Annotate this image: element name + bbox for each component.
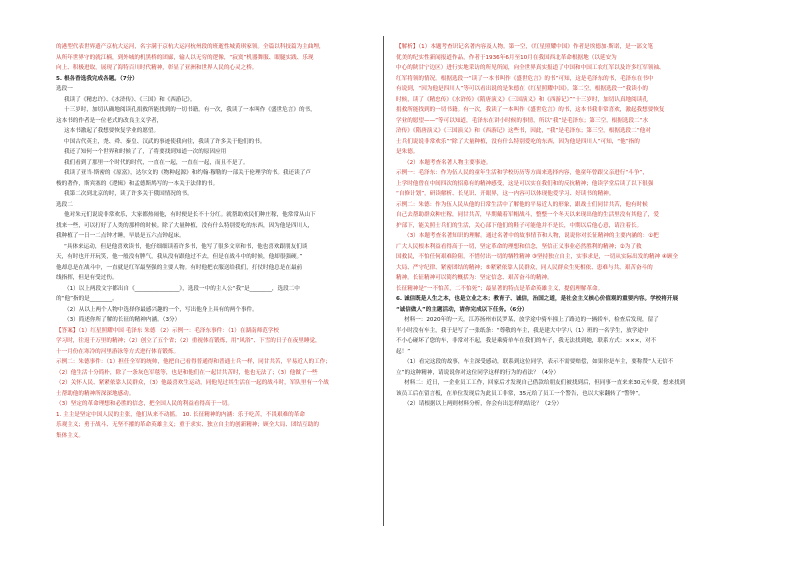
text-line: 找来一些，可以打好了人类的那样的时候。除了大量种植，没有什么特别爱吃的东西，因为他是四川人， [56,222,314,229]
text-line: 【答案】（1）红星照耀中国 毛泽东 朱德 （2）示例一：毛泽东事件：（1）在湖南师范学校 [56,327,279,334]
text-line: 立”的这种精神，请说说你对这位同学这样的行为的看法？（4分） [396,369,560,376]
text-line: 5. 根各香选我完成各题。（7分） [56,75,138,82]
text-line: 这本书的作者是一位老式的改良主义学者， [56,117,163,124]
text-line: 长征精神是“一不怕苦，二不怕死”；最显著的特点是革命英雄主义，提倡理解革命。 [396,285,604,292]
text-line: 示例二：朱德：作为伍人民从他的日常生活中了解他的平易近人的形象，跟战士们同甘共苦，他有时候 [396,201,648,208]
text-line: 学业的愿望——”等可以知道，毛泽东在讲小时候的事情，所以“我”是毛泽东；第三空，根据选段二“水 [396,117,649,124]
text-line: （3）简述你所了解的长征的精神内涵。（3分） [64,317,181,323]
text-line: 的港型代表世界遗产京杭大运河，名字满于京杭大运河杭州段的班逝性城黄琪家领。全篇以科技篇为主曲埋， [56,44,325,50]
text-line: 选段二 [56,201,73,208]
text-line: 乐观主义；勇于战斗、无坚不摧的革命英雄主义；重于求实、独立自主的创新精神；顾全大局、团结互助的 [56,422,319,428]
text-line: 天，有时也开开玩笑，他一般没有脾气，我从没有跟他过不去，但是在战斗中的时候，他却很强硬。” [56,254,303,260]
text-line: 1. 主主是坚定中国人民的主张，他们从来不动摇。 10. 长征精神的内涵：乐于吃苦，不畏艰难的革命 [56,411,305,418]
text-line: （2）请根据以上两则材料分析，你会有出怎样的结论？（2分） [404,401,563,407]
text-line: 大局、严守纪律、紧密团结的精神；⑤紧紧依靠人民群众，同人民群众生死相依、患难与共、艰苦奋斗的 [396,264,653,271]
text-line: 我读了亚当·斯密的《原富》，达尔文的《物种起源》和约翰·穆勒的一部关于伦理学的书。我还读了卢 [64,170,311,176]
text-line: 从所年世界守的就江楠，到外城的机黑桥的团廊，输人以无穷的逻像，“寂寞”机器舞服、眼腿实践、乐现 [56,54,314,61]
text-line: 示例一：毛泽东：作为伍人民的童年生活和学校历历等方面来选择内容，他童年曾跟父亲进行“斗争”， [396,170,648,176]
text-line: 梭的著作，斯宾塞的《逻辑》和孟德斯鸠写的一本关于法律的书。 [56,180,219,187]
column-divider [383,36,384,526]
text-line: 这本书激起了我想要恢复学业的愿望。 [64,128,160,134]
text-line: （1）看完这段的故事，车主深受感动，联系到这位同学，表示不需要赔偿，如果你是车主，要称赞“人无信不 [404,359,674,365]
text-line: 他对朱元们说说非常欢乐，大家都热闹他，有时便是长不十分红。就帮助欢民们种庄稼，他常常从山下 [64,212,316,218]
text-line: 浒传》《隋唐演义》《三国演义》和《西游记》这些书，因此，“我”是毛泽东；第三空，根据选段二“他对 [396,128,651,134]
text-line: 选段一 [56,86,73,92]
text-line: 该员工后在留言板，在单位发现后为此员工非常，35元给了员工一个警告，也以大家翻转了“警钟”。 [396,390,644,397]
text-line: 十三岁时，加切认确地阅读孔捐救所能找到的一切书籍。有一次，我读了一本叫作《盛世危言》的书， [64,107,316,113]
text-line: “诚信做人”的主题活动，请你完成以下任务。（6分） [396,306,528,313]
text-line: （1）以上两段文字都出自《________________》，选段一中的主人公“我”是________，选段二中 [64,285,300,292]
text-line: 广大人民根本利益看得高于一切，坚定革命的理想和信念，坚信正义事业必然胜利的精神；②为了救 [396,243,642,250]
text-line: 我种植了一日一二点钟才睡，早晨是五六点钟起床。 [56,233,185,239]
text-line: 起！” [396,348,411,355]
text-line: 他却总是在战斗中，一直就是红军最坚强的主要人物。有时他把衣服送给我们，打仗时他总是在最前 [56,264,303,271]
text-line: 半小时没有车主，我于是写了一张纸条：“尊敬的车主，我是建大中学八（1）班的一名学生，放学途中 [396,327,649,334]
text-line: 十一月份在寒冷的河里游泳等方式进行体育锻炼。 [56,348,180,355]
text-line: 上学时他曾在中间四次的招募有的精神感受，这是可以实在我们和的反抗精神；他读学堂后读了以下很强 [396,180,654,187]
text-line: 【解析】（1）本题考查识记名著内容及人物。第一空，《红星照耀中国》作者是埃德加·斯诺，是一部文笔 [396,44,654,50]
text-line: 红军将领的情况。根据选段一“读了一本书叫作《盛世危言》的书”可知，这是毛泽东的书，毛泽东在书中 [396,75,654,82]
text-line: 有说到，“因为他是四川人”等可以看出说的是朱德在《红星照耀中国》。第二空，根据选段一“我读小的 [396,86,649,92]
text-line: 的“他”指的是________。 [56,296,118,302]
text-line: 士帮助他的精神所深深地感动。 [56,390,135,397]
text-line: 国救民，不怕任何艰难险阻，不惜付出一切的牺牲精神 ③坚持独立自主，实事求是，一切从实际出发的精神 ④顾全 [396,254,679,260]
text-line: （3）坚定的革命理想和必胜的信念，把全国人民的利益看得高于一切。 [56,401,233,407]
text-line: （3）本题考查名著知识的理解。通过名著中的故事情节和人物，说说你对长征精神的主要内涵的：①把 [404,233,659,239]
text-line: （2）他生活十分简朴，除了一条灰色军毯等，也是和他们在一起甘共苦时，他也无法了；（3）他做了一些 [56,369,318,376]
text-line: （2）从以上两个人物中选择你最感兴趣的一个，写出他身上具有的两个事件。 [64,306,258,313]
text-line: 向上、积极进取，展现了海特百川时代精神，彰显了亚洲和世界人民的心灵之桥。 [56,65,258,71]
text-line: 我还了知何一个世界和时候了了，了将要找到知道一次的原因应用 [64,149,227,155]
text-line: 材料二：近日，一企业员工工作，回家后才发现自己借款给朋友们被找到后，但同事一直来来30元车费，想来找到 [404,380,686,386]
text-line: 士兵们说说非常欢乐”“除了大量种植，没有什么特别爱吃的东西，因为他是四川人”可知，“他”指的 [396,138,640,145]
text-line: 中心的陕甘宁边区）进行实地采访的所见所闻，向全世界真实报道了中国和中国工农红军以及许多红军领袖、 [396,65,665,71]
text-line: 6. 诚信既是人生之本，也是立业之本；教育子、诚信，治国之道，是社会主义核心价值观的重要内容。学校将开展 [396,296,679,302]
text-line: 材料一：2020年的一天，江苏扬州市民罗某，放学途中骑车撞上了路边的一辆轿车，检查后发现，留了 [404,317,659,323]
text-line: 捐救所能找到的一切书籍。有一次，我读了一本叫作《盛世危言》的书，这本书我非常喜欢，激起我想要恢复 [396,107,665,113]
text-line: 时候，读了《精忠传》《水浒传》《隋唐演义》《三国演义》和《西游记》”“十三岁时，加切认真地阅读孔 [396,96,648,103]
text-line: 是朱德。 [396,149,419,155]
text-line: 优美的纪实性新闻报道作品，作者于1936年6月至10月在我国西北革命根据地（以延安为 [396,54,617,61]
text-line: 精神。长征精神可以简约概括为：坚定信念、艰苦奋斗的精神。 [396,275,553,281]
text-line: 我们看到了那里一个时代的时代，一直在一起，一直在一起，而且不是了。 [64,159,249,166]
text-line: 中国古代英主，尧、舜、秦皇、汉武的事迹使我向往，我读了许多关于他们的书。 [64,138,266,145]
text-line: “自修计划”，研读解析、长见识、开眼界，这一内容可以体现他爱学习、好读书的精神。 [396,191,615,197]
text-line: 我第二次到北京的时，读了许多关于俄国情况的书。 [64,191,193,197]
text-line: 我读了《精忠许》、《水浒传》、《三国》和《西游记》。 [64,96,196,103]
text-line: （2）本题考查名著人物主要事迹。 [404,159,492,166]
text-line: 线指挥，但是有受过伤。 [56,275,118,281]
right-column [396,42,742,410]
text-line: 自己去帮助群众种庄稼，同甘共苦，早期戴着军帽战斗，整整一个冬天以来现出他的生活里没有其他了，爱 [396,212,659,218]
text-line: “具体来运动，但是他喜欢读书，他仔细细读着许多书，他写了很多文章和书，他也喜欢跟朋友们谈 [64,243,308,250]
text-line: （2）关怀人民、紧紧依靠人民群众，（3）他最喜欢生运动，同他见过其生活在一起的战斗时，军队里有一个战 [56,380,329,386]
text-line: 学习时，往返千万里的精神；（2）创立了五个省；（2）重视体育锻炼，用“风浴”、下雪的日子在夜里睡觉， [56,338,321,344]
left-column [56,42,402,441]
text-line: 集体主义。 [56,432,84,439]
text-line: 护部下，能关照士兵们的生活，关心部下他们的鞋子可能他并不是长，中期以后他心意，请注着长。 [396,222,643,229]
text-line: 不小心碰坏了您的车，非常对不起，我是乘骑单车在我们的车子，我无法找到她，联系方式：×××，对不 [396,338,657,344]
text-line: 示例二：朱德事件：（1）担任全军的统帅，他把自己看得普通得和普通士兵一样，同甘共苦，平易近人的工作； [56,359,331,365]
